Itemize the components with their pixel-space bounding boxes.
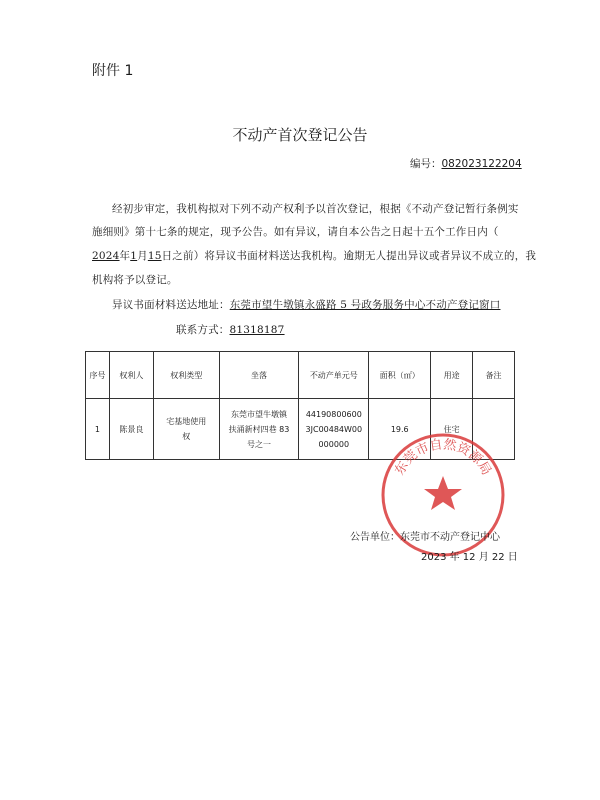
month-suffix: 月: [137, 250, 148, 262]
location-line-1: 东莞市望牛墩镇: [230, 409, 287, 419]
page-title: 不动产首次登记公告: [232, 126, 368, 144]
issuer-line: [350, 528, 500, 543]
year-suffix: 年: [119, 250, 131, 262]
unit-line-2: 3JC00484W00: [305, 424, 363, 434]
serial-value: 082023122204: [441, 158, 522, 170]
table-header-row: [86, 352, 515, 399]
attachment-label: 附件 1: [92, 63, 134, 79]
body-line-3-rest: 日之前）将异议书面材料送达我机构。逾期无人提出异议或者异议不成立的，我: [161, 250, 537, 262]
header-right-type: 权利类型: [153, 352, 219, 399]
seal-star-icon: [424, 476, 462, 510]
cell-unit-number: [299, 399, 369, 460]
header-holder: 权利人: [109, 352, 153, 399]
deadline-day: 15: [147, 250, 162, 262]
issue-date: 2023 年 12 月 22 日: [421, 552, 518, 563]
cell-area: 19.6: [369, 399, 431, 460]
cell-no: 1: [86, 399, 110, 460]
address-line: [112, 297, 500, 312]
header-usage: 用途: [431, 352, 473, 399]
header-location: 坐落: [219, 352, 299, 399]
body-line-3: [92, 248, 536, 263]
header-area: 面积（㎡）: [369, 352, 431, 399]
body-line-2: 施细则》第十七条的规定，现予公告。如有异议，请自本公告之日起十五个工作日内（: [92, 226, 499, 238]
right-type-line-1: 宅基地使用: [166, 417, 207, 426]
seal-text: 东莞市自然资源局: [392, 437, 494, 478]
svg-text:东莞市自然资源局: [392, 437, 493, 478]
contact-value: 81318187: [229, 324, 285, 336]
serial-label: 编号：: [410, 158, 442, 170]
deadline-month: 1: [130, 250, 138, 262]
body-line-1: 经初步审定，我机构拟对下列不动产权利予以首次登记，根据《不动产登记暂行条例实: [112, 203, 519, 215]
header-no: 序号: [86, 352, 110, 399]
unit-line-3: 000000: [318, 439, 350, 449]
issuer-label: 公告单位：: [350, 532, 400, 543]
issuer-name: 东莞市不动产登记中心: [400, 532, 500, 543]
body-line-4: 机构将予以登记。: [92, 274, 178, 286]
header-unit-number: 不动产单元号: [299, 352, 369, 399]
cell-holder: 陈景良: [109, 399, 153, 460]
cell-right-type: [153, 399, 219, 460]
serial-number: [410, 156, 522, 171]
address-value: 东莞市望牛墩镇永盛路 5 号政务服务中心不动产登记窗口: [229, 299, 501, 311]
location-line-3: 号之一: [246, 439, 271, 449]
header-remark: 备注: [473, 352, 515, 399]
location-line-2: 扶涌新村四巷 83: [228, 424, 290, 434]
cell-location: [219, 399, 299, 460]
unit-line-1: 44190800600: [305, 409, 362, 419]
cell-usage: 住宅: [431, 399, 473, 460]
deadline-year: 2024: [92, 250, 120, 262]
contact-label: 联系方式：: [176, 324, 230, 336]
address-label: 异议书面材料送达地址：: [112, 299, 230, 311]
right-type-line-2: 权: [182, 432, 191, 441]
contact-line: [176, 322, 285, 337]
